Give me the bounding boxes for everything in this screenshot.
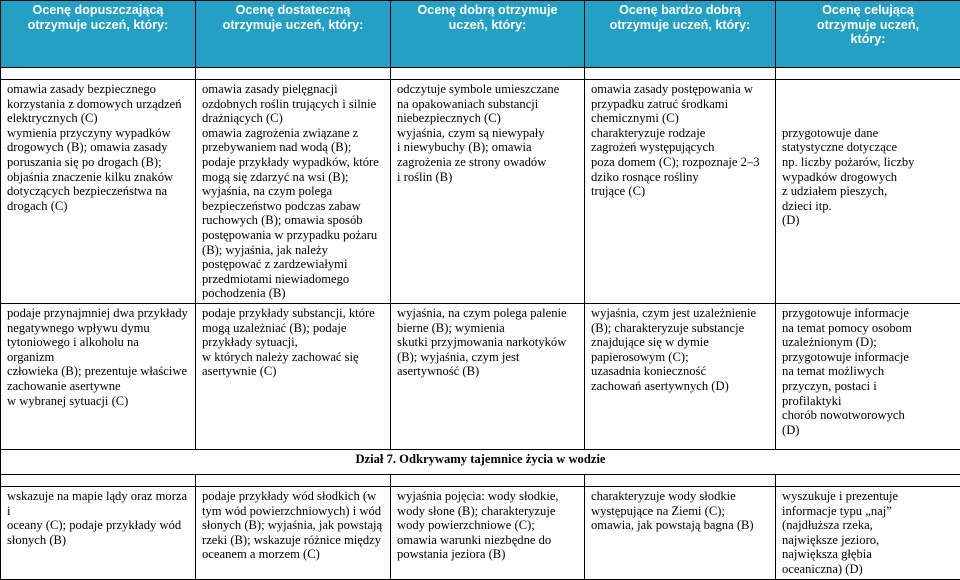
cell-bardzo-dobra-2: wyjaśnia, czym jest uzależnienie (B); charakteryzuje substancje znajdujące się w dymie papierosowym (C); uzasadnia konieczność zachowań asertywnych (D) bbox=[585, 304, 776, 450]
gap-row bbox=[1, 475, 960, 487]
cell-dostateczna-1: omawia zasady pielęgnacji ozdobnych roślin trujących i silnie drażniących (C) omawia zagrożenia związane z przebywaniem nad wodą (B); podaje przykłady wypadków, które mogą się zdarzyć na wsi (B); wyjaśnia, na czym polega bezpieczeństwo podczas zabaw ruchowych (B); omawia sposób postępowania w przypadku pożaru (B); wyjaśnia, jak należy postępować z zardzewiałymi przedmiotami niewiadomego pochodzenia (B) bbox=[196, 80, 391, 304]
cell-dopuszczajaca-3: wskazuje na mapie lądy oraz morza i oceany (C); podaje przykłady wód słonych (B) bbox=[1, 487, 196, 580]
cell-dobra-1: odczytuje symbole umieszczane na opakowaniach substancji niebezpiecznych (C) wyjaśnia, czym są niewypały i niewybuchy (B); omawia zagrożenia ze strony owadów i roślin (B) bbox=[391, 80, 585, 304]
cell-celujaca-3: wyszukuje i prezentuje informacje typu „naj” (najdłuższa rzeka, największe jezioro, największa głębia oceaniczna) (D) bbox=[776, 487, 960, 580]
table-row bbox=[1, 487, 960, 580]
cell-bardzo-dobra-3: charakteryzuje wody słodkie występujące na Ziemi (C); omawia, jak powstają bagna (B) bbox=[585, 487, 776, 580]
table-row bbox=[1, 80, 960, 304]
cell-dostateczna-2: podaje przykłady substancji, które mogą uzależniać (B); podaje przykłady sytuacji, w których należy zachować się asertywnie (C) bbox=[196, 304, 391, 450]
header-celujaca: Ocenę celującą otrzymuje uczeń, który: bbox=[776, 1, 960, 68]
header-dopuszczajaca: Ocenę dopuszczającą otrzymuje uczeń, który: bbox=[1, 1, 196, 68]
cell-bardzo-dobra-1: omawia zasady postępowania w przypadku zatruć środkami chemicznymi (C) charakteryzuje rodzaje zagrożeń występujących poza domem (C); rozpoznaje 2–3 dziko rosnące rośliny trujące (C) bbox=[585, 80, 776, 304]
header-dobra: Ocenę dobrą otrzymuje uczeń, który: bbox=[391, 1, 585, 68]
section-row bbox=[1, 450, 960, 475]
cell-dobra-2: wyjaśnia, na czym polega palenie bierne (B); wymienia skutki przyjmowania narkotyków (B); wyjaśnia, czym jest asertywność (B) bbox=[391, 304, 585, 450]
cell-dostateczna-3: podaje przykłady wód słodkich (w tym wód powierzchniowych) i wód słonych (B); wyjaśnia, jak powstają rzeki (B); wskazuje różnice między oceanem a morzem (C) bbox=[196, 487, 391, 580]
cell-celujaca-2: przygotowuje informacje na temat pomocy osobom uzależnionym (D); przygotowuje informacje na temat możliwych przyczyn, postaci i profilaktyki chorób nowotworowych (D) bbox=[776, 304, 960, 450]
cell-dobra-3: wyjaśnia pojęcia: wody słodkie, wody słone (B); charakteryzuje wody powierzchniowe (C); omawia warunki niezbędne do powstania jeziora (B) bbox=[391, 487, 585, 580]
table-row bbox=[1, 304, 960, 450]
header-bardzo-dobra: Ocenę bardzo dobrą otrzymuje uczeń, który: bbox=[585, 1, 776, 68]
cell-celujaca-1: przygotowuje dane statystyczne dotyczące np. liczby pożarów, liczby wypadków drogowych z udziałem pieszych, dzieci itp. (D) bbox=[776, 80, 960, 304]
header-row bbox=[1, 1, 960, 68]
gap-row bbox=[1, 68, 960, 80]
cell-dopuszczajaca-1: omawia zasady bezpiecznego korzystania z domowych urządzeń elektrycznych (C) wymienia przyczyny wypadków drogowych (B); omawia zasady poruszania się po drogach (B); objaśnia znaczenie kilku znaków dotyczących bezpieczeństwa na drogach (C) bbox=[1, 80, 196, 304]
header-dostateczna: Ocenę dostateczną otrzymuje uczeń, który: bbox=[196, 1, 391, 68]
cell-dopuszczajaca-2: podaje przynajmniej dwa przykłady negatywnego wpływu dymu tytoniowego i alkoholu na organizm człowieka (B); prezentuje właściwe zachowanie asertywne w wybranej sytuacji (C) bbox=[1, 304, 196, 450]
section-title: Dział 7. Odkrywamy tajemnice życia w wodzie bbox=[1, 450, 960, 475]
